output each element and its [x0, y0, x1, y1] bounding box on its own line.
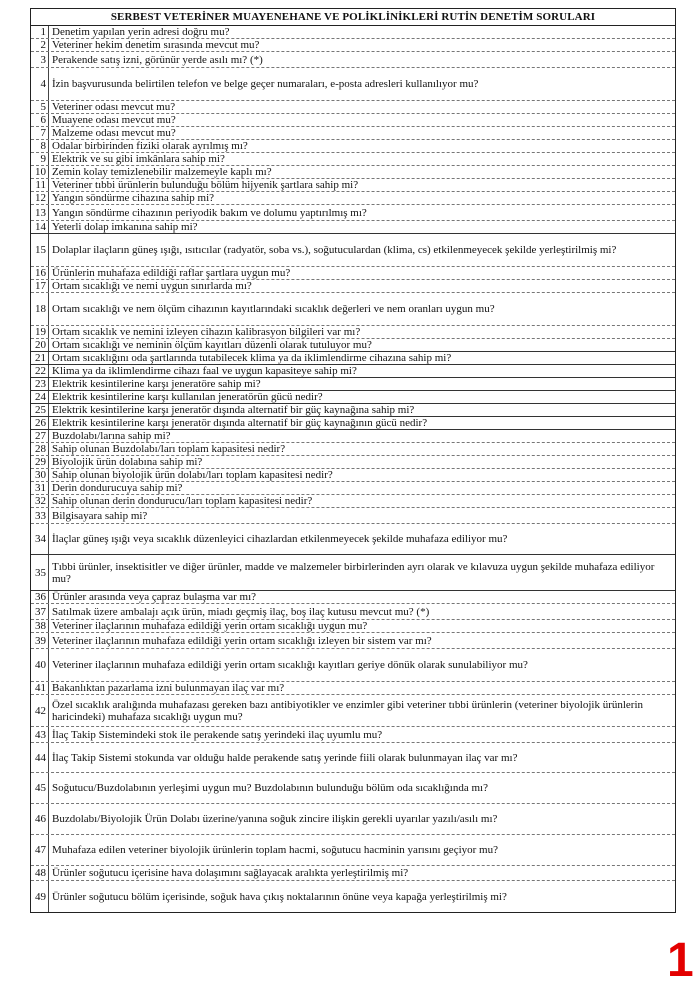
question-text: İzin başvurusunda belirtilen telefon ve belge geçer numaraları, e-posta adresleri kullanılıyor mu? [52, 78, 479, 90]
question-text: Veteriner tıbbi ürünlerin bulunduğu bölüm hijyenik şartlara sahip mi? [52, 179, 359, 191]
question-row [31, 524, 675, 555]
question-row [31, 293, 675, 326]
checklist-table [30, 8, 676, 913]
question-row [31, 339, 675, 352]
question-number: 28 [31, 443, 49, 455]
question-row [31, 482, 675, 495]
question-number: 21 [31, 352, 49, 364]
question-number: 42 [31, 695, 49, 726]
question-text: Biyolojik ürün dolabına sahip mi? [52, 456, 203, 468]
question-number: 20 [31, 339, 49, 351]
question-number: 13 [31, 205, 49, 220]
question-row [31, 417, 675, 430]
question-row [31, 835, 675, 866]
question-row [31, 267, 675, 280]
question-number: 32 [31, 495, 49, 507]
question-text: Derin dondurucuya sahip mi? [52, 482, 183, 494]
question-text: Tıbbi ürünler, insektisitler ve diğer ürünler, madde ve malzemeler birbirlerinden ayrı olarak ve kılavuza uygun şekilde muhafaza ediliyor mu? [52, 560, 655, 585]
question-text: Buzdolabı/Biyolojik Ürün Dolabı üzerine/yanına soğuk zincire ilişkin gerekli uyarılar yazılı/asılı mı? [52, 813, 498, 825]
question-row [31, 101, 675, 114]
question-text: Elektrik ve su gibi imkânlara sahip mi? [52, 153, 225, 165]
question-row [31, 404, 675, 417]
question-text: Muhafaza edilen veteriner biyolojik ürünlerin toplam hacmi, soğutucu hacminin yarısını geçiyor mu? [52, 844, 498, 856]
question-number: 3 [31, 52, 49, 67]
question-text: Ortam sıcaklığı ve nem ölçüm cihazının kayıtlarındaki sıcaklık değerleri ve nem oranları uygun mu? [52, 303, 495, 315]
question-text: Sahip olunan derin dondurucu/ları toplam kapasitesi nedir? [52, 495, 313, 507]
question-row [31, 649, 675, 682]
question-text: İlaçlar güneş ışığı veya sıcaklık düzenleyici cihazlardan etkilenmeyecek şekilde muhafaza ediliyor mu? [52, 533, 508, 545]
question-row [31, 743, 675, 773]
question-number: 45 [31, 773, 49, 803]
question-text: Elektrik kesintilerine karşı jeneratöre sahip mi? [52, 378, 261, 390]
question-number: 27 [31, 430, 49, 442]
question-text: Soğutucu/Buzdolabının yerleşimi uygun mu? Buzdolabının bulunduğu bölüm oda sıcaklığında mı? [52, 782, 488, 794]
question-row [31, 495, 675, 508]
question-row [31, 773, 675, 804]
question-number: 17 [31, 280, 49, 292]
question-row [31, 192, 675, 205]
question-text: Ürünler soğutucu bölüm içerisinde, soğuk hava çıkış noktalarının önüne veya kapağa yerleştirilmiş mi? [52, 890, 507, 903]
question-row [31, 508, 675, 524]
question-number: 34 [31, 524, 49, 554]
question-text: Ürünlerin muhafaza edildiği raflar şartlara uygun mu? [52, 267, 291, 279]
question-text: Elektrik kesintilerine karşı jeneratör dışında alternatif bir güç kaynağına sahip mi? [52, 404, 415, 416]
question-number: 49 [31, 881, 49, 912]
question-row [31, 352, 675, 365]
question-row [31, 234, 675, 267]
question-number: 31 [31, 482, 49, 494]
question-text: Ortam sıcaklığını oda şartlarında tutabilecek klima ya da iklimlendirme cihazına sahip mi? [52, 352, 452, 364]
page-title: SERBEST VETERİNER MUAYENEHANE VE POLİKLİNİKLERİ RUTİN DENETİM SORULARI [31, 9, 675, 26]
question-text: Ortam sıcaklığı ve nemi uygun sınırlarda mı? [52, 280, 252, 292]
question-row [31, 153, 675, 166]
question-row [31, 179, 675, 192]
question-number: 6 [31, 114, 49, 126]
question-row [31, 39, 675, 52]
page-number: 1 [667, 934, 694, 987]
question-row [31, 469, 675, 482]
question-list [31, 26, 675, 912]
question-number: 8 [31, 140, 49, 152]
question-text: Bakanlıktan pazarlama izni bulunmayan ilaç var mı? [52, 682, 285, 694]
question-row [31, 620, 675, 633]
question-number: 41 [31, 682, 49, 694]
question-number: 40 [31, 649, 49, 681]
question-text: İlaç Takip Sistemindeki stok ile perakende satış yerindeki ilaç uyumlu mu? [52, 728, 383, 741]
question-number: 22 [31, 365, 49, 377]
question-row [31, 326, 675, 339]
question-row [31, 205, 675, 221]
question-number: 19 [31, 326, 49, 338]
question-row [31, 68, 675, 101]
question-text: Elektrik kesintilerine karşı kullanılan jeneratörün gücü nedir? [52, 391, 323, 403]
question-text: Veteriner ilaçlarının muhafaza edildiği yerin ortam sıcaklığı kayıtları geriye dönük olarak sunulabiliyor mu? [52, 659, 528, 671]
question-row [31, 881, 675, 912]
question-number: 30 [31, 469, 49, 481]
question-text: Veteriner ilaçlarının muhafaza edildiği yerin ortam sıcaklığı izleyen bir sistem var mı? [52, 634, 432, 647]
question-number: 47 [31, 835, 49, 865]
question-number: 29 [31, 456, 49, 468]
question-text: Ortam sıcaklığı ve neminin ölçüm kayıtları düzenli olarak tutuluyor mu? [52, 339, 372, 351]
question-text: Özel sıcaklık aralığında muhafazası gereken bazı antibiyotikler ve enzimler gibi veteriner tıbbi ürünlerin (veteriner biyolojik ürünlerin haricindeki) muhafaza sıcaklığı uygun mu? [52, 698, 644, 723]
question-text: Malzeme odası mevcut mu? [52, 127, 176, 139]
question-number: 38 [31, 620, 49, 632]
question-text: Dolaplar ilaçların güneş ışığı, ısıtıcılar (radyatör, soba vs.), soğutuculardan (klima, cs) etkilenmeyecek şekilde yerleştirilmiş mi? [52, 244, 617, 256]
question-number: 4 [31, 68, 49, 100]
question-text: Veteriner odası mevcut mu? [52, 101, 176, 113]
question-number: 46 [31, 804, 49, 834]
question-number: 48 [31, 866, 49, 880]
question-number: 36 [31, 591, 49, 603]
question-text: Yangın söndürme cihazının periyodik bakım ve dolumu yaptırılmış mı? [52, 206, 367, 219]
question-number: 2 [31, 39, 49, 51]
question-number: 26 [31, 417, 49, 429]
question-text: Ürünler soğutucu içerisine hava dolaşımını sağlayacak aralıkta yerleştirilmiş mi? [52, 867, 409, 879]
question-row [31, 140, 675, 153]
question-text: Yeterli dolap imkanına sahip mi? [52, 221, 198, 233]
question-row [31, 866, 675, 881]
question-number: 1 [31, 26, 49, 38]
question-text: Satılmak üzere ambalajı açık ürün, miadı geçmiş ilaç, boş ilaç kutusu mevcut mu? (*) [52, 605, 430, 618]
question-text: Buzdolabı/larına sahip mi? [52, 430, 171, 442]
question-row [31, 391, 675, 404]
question-text: Veteriner ilaçlarının muhafaza edildiği yerin ortam sıcaklığı uygun mu? [52, 620, 368, 632]
question-number: 16 [31, 267, 49, 279]
question-row [31, 804, 675, 835]
question-text: Yangın söndürme cihazına sahip mi? [52, 192, 215, 204]
question-number: 24 [31, 391, 49, 403]
question-row [31, 365, 675, 378]
question-number: 12 [31, 192, 49, 204]
question-text: Ortam sıcaklık ve nemini izleyen cihazın kalibrasyon bilgileri var mı? [52, 326, 361, 338]
question-row [31, 52, 675, 68]
question-row [31, 682, 675, 695]
question-text: Odalar birbirinden fiziki olarak ayrılmış mı? [52, 140, 248, 152]
question-row [31, 166, 675, 179]
question-text: Bilgisayara sahip mi? [52, 509, 148, 522]
question-row [31, 221, 675, 234]
question-text: Sahip olunan Buzdolabı/ları toplam kapasitesi nedir? [52, 443, 286, 455]
question-text: Ürünler arasında veya çapraz bulaşma var mı? [52, 591, 257, 603]
question-row [31, 114, 675, 127]
question-text: Zemin kolay temizlenebilir malzemeyle kaplı mı? [52, 166, 272, 178]
question-text: İlaç Takip Sistemi stokunda var olduğu halde perakende satış yerinde fiili olarak bulunmayan ilaç var mı? [52, 751, 518, 764]
question-row [31, 443, 675, 456]
question-number: 5 [31, 101, 49, 113]
question-text: Denetim yapılan yerin adresi doğru mu? [52, 26, 230, 38]
question-number: 7 [31, 127, 49, 139]
question-row [31, 456, 675, 469]
question-row [31, 591, 675, 604]
question-text: Elektrik kesintilerine karşı jeneratör dışında alternatif bir güç kaynağının gücü nedir? [52, 417, 428, 429]
question-number: 39 [31, 633, 49, 648]
question-row [31, 727, 675, 743]
question-number: 15 [31, 234, 49, 266]
question-row [31, 26, 675, 39]
question-number: 14 [31, 221, 49, 233]
question-number: 43 [31, 727, 49, 742]
question-row [31, 430, 675, 443]
question-text: Sahip olunan biyolojik ürün dolabı/ları toplam kapasitesi nedir? [52, 469, 333, 481]
question-number: 10 [31, 166, 49, 178]
question-row [31, 378, 675, 391]
question-row [31, 127, 675, 140]
question-row [31, 280, 675, 293]
question-number: 37 [31, 604, 49, 619]
question-text: Muayene odası mevcut mu? [52, 114, 176, 126]
question-text: Perakende satış izni, görünür yerde asılı mı? (*) [52, 53, 263, 66]
question-row [31, 695, 675, 727]
question-number: 18 [31, 293, 49, 325]
question-text: Veteriner hekim denetim sırasında mevcut mu? [52, 39, 260, 51]
question-row [31, 633, 675, 649]
question-number: 11 [31, 179, 49, 191]
question-number: 35 [31, 555, 49, 590]
question-text: Klima ya da iklimlendirme cihazı faal ve uygun kapasiteye sahip mi? [52, 365, 357, 377]
question-number: 23 [31, 378, 49, 390]
question-number: 9 [31, 153, 49, 165]
question-number: 33 [31, 508, 49, 523]
question-row [31, 555, 675, 591]
question-number: 44 [31, 743, 49, 772]
question-number: 25 [31, 404, 49, 416]
question-row [31, 604, 675, 620]
